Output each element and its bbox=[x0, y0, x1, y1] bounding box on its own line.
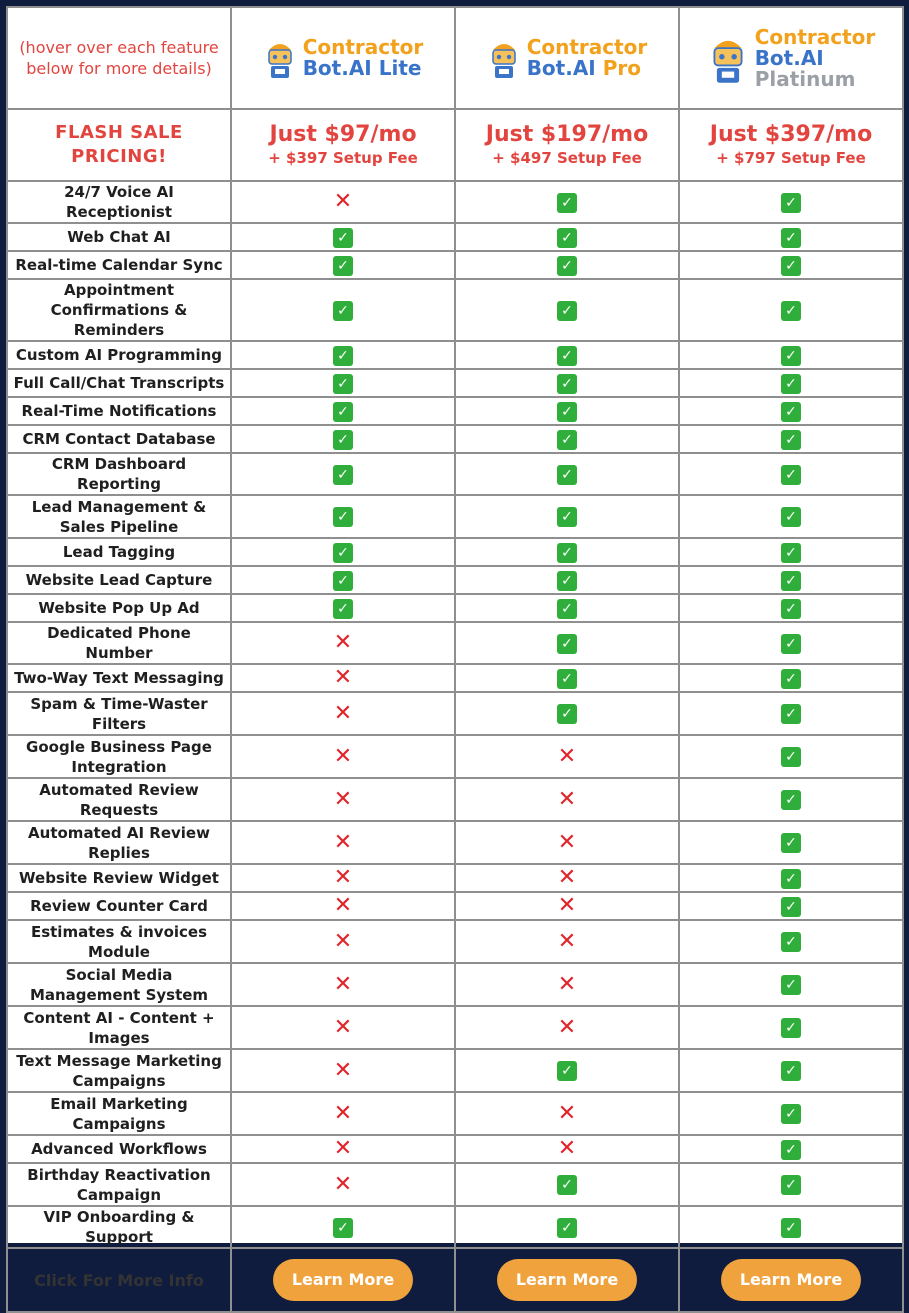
price-cell-pro bbox=[455, 109, 679, 181]
feature-cell-pro bbox=[455, 495, 679, 538]
cross-mark-icon: ✕ bbox=[333, 928, 353, 954]
check-mark-icon: ✓ bbox=[781, 1018, 801, 1038]
check-mark-icon: ✓ bbox=[781, 704, 801, 724]
feature-name[interactable]: Lead Management & Sales Pipeline bbox=[31, 497, 207, 536]
cross-mark-icon: ✕ bbox=[333, 630, 353, 655]
cross-mark-icon: ✕ bbox=[557, 1100, 577, 1126]
feature-row bbox=[7, 622, 903, 664]
feature-cell-pro bbox=[455, 425, 679, 453]
feature-cell-pro bbox=[455, 735, 679, 778]
feature-name[interactable]: Full Call/Chat Transcripts bbox=[13, 374, 225, 392]
feature-cell-pro bbox=[455, 453, 679, 495]
feature-row bbox=[7, 566, 903, 594]
check-mark-icon: ✓ bbox=[333, 374, 353, 394]
feature-name-cell[interactable] bbox=[7, 453, 231, 495]
check-mark-icon: ✓ bbox=[333, 1218, 353, 1238]
cross-mark-icon: ✕ bbox=[333, 829, 353, 855]
feature-row bbox=[7, 538, 903, 566]
feature-cell-platinum bbox=[679, 622, 903, 664]
check-mark-icon: ✓ bbox=[333, 599, 353, 619]
feature-cell-pro bbox=[455, 864, 679, 892]
check-mark-icon: ✓ bbox=[781, 430, 801, 450]
check-mark-icon: ✓ bbox=[781, 1175, 801, 1195]
feature-cell-platinum bbox=[679, 1135, 903, 1163]
feature-name-cell[interactable] bbox=[7, 223, 231, 251]
check-mark-icon: ✓ bbox=[557, 571, 577, 591]
feature-cell-pro bbox=[455, 1135, 679, 1163]
feature-cell-platinum bbox=[679, 341, 903, 369]
feature-cell-lite bbox=[231, 920, 455, 963]
pricing-comparison-frame bbox=[6, 6, 903, 1290]
feature-cell-lite bbox=[231, 223, 455, 251]
check-mark-icon: ✓ bbox=[557, 1218, 577, 1238]
feature-cell-pro bbox=[455, 1092, 679, 1135]
feature-row bbox=[7, 735, 903, 778]
feature-row bbox=[7, 1006, 903, 1049]
feature-cell-pro bbox=[455, 821, 679, 864]
check-mark-icon: ✓ bbox=[557, 599, 577, 619]
feature-row bbox=[7, 821, 903, 864]
setup-fee-pro: + $497 Setup Fee bbox=[492, 149, 642, 167]
feature-cell-pro bbox=[455, 622, 679, 664]
feature-name[interactable]: Custom AI Programming bbox=[15, 346, 223, 364]
pricing-comparison-table bbox=[6, 6, 904, 1313]
check-mark-icon: ✓ bbox=[557, 1061, 577, 1081]
feature-cell-lite bbox=[231, 279, 455, 341]
feature-cell-lite bbox=[231, 821, 455, 864]
feature-cell-lite bbox=[231, 566, 455, 594]
feature-name[interactable]: Spam & Time-Waster Filters bbox=[30, 694, 208, 733]
check-mark-icon: ✓ bbox=[781, 869, 801, 889]
feature-row bbox=[7, 864, 903, 892]
feature-cell-pro bbox=[455, 778, 679, 821]
feature-cell-lite bbox=[231, 1163, 455, 1206]
feature-cell-lite bbox=[231, 538, 455, 566]
robot-mascot-icon bbox=[263, 36, 297, 80]
feature-name-cell[interactable] bbox=[7, 279, 231, 341]
feature-cell-lite bbox=[231, 1092, 455, 1135]
check-mark-icon: ✓ bbox=[781, 975, 801, 995]
check-mark-icon: ✓ bbox=[557, 634, 577, 654]
feature-row bbox=[7, 692, 903, 735]
feature-name-cell[interactable] bbox=[7, 1092, 231, 1135]
learn-more-button-lite[interactable]: Learn More bbox=[273, 1259, 413, 1301]
feature-name-cell[interactable] bbox=[7, 1163, 231, 1206]
check-mark-icon: ✓ bbox=[333, 256, 353, 276]
feature-cell-platinum bbox=[679, 397, 903, 425]
feature-cell-platinum bbox=[679, 1049, 903, 1092]
feature-name-cell[interactable] bbox=[7, 495, 231, 538]
feature-row bbox=[7, 341, 903, 369]
check-mark-icon: ✓ bbox=[333, 507, 353, 527]
feature-cell-pro bbox=[455, 341, 679, 369]
feature-name[interactable]: Two-Way Text Messaging bbox=[14, 669, 224, 687]
feature-cell-lite bbox=[231, 692, 455, 735]
plan-logo-lite: Contractor Bot.AI Lite bbox=[231, 7, 455, 109]
check-mark-icon: ✓ bbox=[557, 507, 577, 527]
cross-mark-icon: ✕ bbox=[333, 189, 353, 214]
feature-name-cell[interactable] bbox=[7, 594, 231, 622]
feature-name[interactable]: Estimates & invoices Module bbox=[30, 922, 208, 961]
feature-name-cell[interactable] bbox=[7, 963, 231, 1006]
check-mark-icon: ✓ bbox=[781, 669, 801, 689]
check-mark-icon: ✓ bbox=[781, 346, 801, 366]
feature-cell-lite bbox=[231, 453, 455, 495]
feature-name-cell[interactable] bbox=[7, 1049, 231, 1092]
cross-mark-icon: ✕ bbox=[333, 1057, 353, 1083]
cross-mark-icon: ✕ bbox=[333, 743, 353, 769]
feature-cell-pro bbox=[455, 1006, 679, 1049]
cross-mark-icon: ✕ bbox=[557, 928, 577, 954]
feature-row bbox=[7, 425, 903, 453]
plan-logo-platinum: Contractor Bot.AI Platinum bbox=[679, 7, 903, 109]
feature-name[interactable]: Web Chat AI bbox=[67, 228, 171, 246]
cross-mark-icon: ✕ bbox=[333, 1014, 353, 1040]
feature-name[interactable]: Website Pop Up Ad bbox=[38, 599, 200, 617]
feature-cell-lite bbox=[231, 251, 455, 279]
feature-name-cell[interactable] bbox=[7, 864, 231, 892]
feature-row bbox=[7, 369, 903, 397]
feature-cell-platinum bbox=[679, 1092, 903, 1135]
feature-name[interactable]: Real-Time Notifications bbox=[21, 402, 217, 420]
feature-cell-lite bbox=[231, 341, 455, 369]
feature-name-cell[interactable] bbox=[7, 821, 231, 864]
feature-name[interactable]: Google Business Page Integration bbox=[26, 737, 212, 776]
check-mark-icon: ✓ bbox=[333, 402, 353, 422]
check-mark-icon: ✓ bbox=[557, 228, 577, 248]
check-mark-icon: ✓ bbox=[557, 402, 577, 422]
feature-name[interactable]: Content AI - Content + Images bbox=[23, 1008, 215, 1047]
feature-cell-pro bbox=[455, 181, 679, 223]
price-platinum: Just $397/mo bbox=[709, 122, 873, 147]
check-mark-icon: ✓ bbox=[557, 704, 577, 724]
feature-row bbox=[7, 223, 903, 251]
cross-mark-icon: ✕ bbox=[557, 865, 577, 890]
feature-name[interactable]: Lead Tagging bbox=[62, 543, 176, 561]
feature-cell-pro bbox=[455, 1163, 679, 1206]
feature-row bbox=[7, 892, 903, 920]
feature-row bbox=[7, 963, 903, 1006]
feature-cell-platinum bbox=[679, 223, 903, 251]
check-mark-icon: ✓ bbox=[781, 374, 801, 394]
hover-hint: (hover over each feature below for more details) bbox=[19, 38, 219, 78]
feature-cell-platinum bbox=[679, 251, 903, 279]
cross-mark-icon: ✕ bbox=[333, 1100, 353, 1126]
feature-cell-pro bbox=[455, 1049, 679, 1092]
feature-name-cell[interactable] bbox=[7, 664, 231, 692]
feature-name[interactable]: Advanced Workflows bbox=[31, 1140, 207, 1158]
cross-mark-icon: ✕ bbox=[333, 893, 353, 918]
check-mark-icon: ✓ bbox=[333, 346, 353, 366]
footer-row bbox=[7, 1248, 903, 1312]
feature-name[interactable]: VIP Onboarding & Support bbox=[43, 1208, 195, 1246]
feature-name[interactable]: CRM Contact Database bbox=[22, 430, 216, 448]
feature-cell-pro bbox=[455, 538, 679, 566]
check-mark-icon: ✓ bbox=[557, 193, 577, 213]
feature-name[interactable]: Dedicated Phone Number bbox=[47, 624, 191, 662]
feature-cell-lite bbox=[231, 963, 455, 1006]
check-mark-icon: ✓ bbox=[781, 1104, 801, 1124]
check-mark-icon: ✓ bbox=[781, 790, 801, 810]
cross-mark-icon: ✕ bbox=[557, 743, 577, 769]
feature-cell-lite bbox=[231, 864, 455, 892]
feature-cell-lite bbox=[231, 1206, 455, 1248]
learn-more-button-pro[interactable]: Learn More bbox=[497, 1259, 637, 1301]
check-mark-icon: ✓ bbox=[781, 228, 801, 248]
feature-cell-platinum bbox=[679, 538, 903, 566]
check-mark-icon: ✓ bbox=[333, 301, 353, 321]
flash-sale-label: FLASH SALE PRICING! bbox=[55, 122, 183, 167]
check-mark-icon: ✓ bbox=[781, 897, 801, 917]
feature-cell-lite bbox=[231, 495, 455, 538]
check-mark-icon: ✓ bbox=[781, 193, 801, 213]
feature-name[interactable]: Social Media Management System bbox=[29, 965, 209, 1004]
feature-cell-pro bbox=[455, 397, 679, 425]
check-mark-icon: ✓ bbox=[333, 543, 353, 563]
check-mark-icon: ✓ bbox=[333, 430, 353, 450]
feature-name-cell[interactable] bbox=[7, 920, 231, 963]
feature-cell-lite bbox=[231, 892, 455, 920]
feature-name-cell[interactable] bbox=[7, 566, 231, 594]
feature-name[interactable]: Text Message Marketing Campaigns bbox=[16, 1051, 222, 1090]
feature-name-cell[interactable] bbox=[7, 692, 231, 735]
feature-cell-platinum bbox=[679, 664, 903, 692]
feature-row bbox=[7, 920, 903, 963]
price-pro: Just $197/mo bbox=[485, 122, 649, 147]
feature-cell-platinum bbox=[679, 1006, 903, 1049]
feature-cell-lite bbox=[231, 622, 455, 664]
feature-cell-platinum bbox=[679, 778, 903, 821]
setup-fee-lite: + $397 Setup Fee bbox=[268, 149, 418, 167]
robot-mascot-icon bbox=[707, 28, 749, 88]
feature-name-cell[interactable] bbox=[7, 1135, 231, 1163]
pricing-row bbox=[7, 109, 903, 181]
feature-row bbox=[7, 594, 903, 622]
hover-hint-cell bbox=[7, 7, 231, 109]
feature-row bbox=[7, 1135, 903, 1163]
feature-cell-platinum bbox=[679, 692, 903, 735]
cross-mark-icon: ✕ bbox=[557, 1136, 577, 1161]
feature-cell-platinum bbox=[679, 369, 903, 397]
feature-row bbox=[7, 397, 903, 425]
feature-name-cell[interactable] bbox=[7, 892, 231, 920]
check-mark-icon: ✓ bbox=[781, 543, 801, 563]
check-mark-icon: ✓ bbox=[781, 1061, 801, 1081]
feature-cell-pro bbox=[455, 664, 679, 692]
price-lite: Just $97/mo bbox=[269, 122, 417, 147]
feature-name[interactable]: Email Marketing Campaigns bbox=[50, 1094, 188, 1133]
feature-name-cell[interactable] bbox=[7, 735, 231, 778]
price-cell-platinum bbox=[679, 109, 903, 181]
feature-cell-lite bbox=[231, 594, 455, 622]
feature-cell-platinum bbox=[679, 495, 903, 538]
check-mark-icon: ✓ bbox=[557, 374, 577, 394]
feature-name[interactable]: CRM Dashboard Reporting bbox=[51, 455, 187, 493]
check-mark-icon: ✓ bbox=[557, 301, 577, 321]
feature-cell-lite bbox=[231, 1135, 455, 1163]
feature-row bbox=[7, 1163, 903, 1206]
feature-name[interactable]: 24/7 Voice AI Receptionist bbox=[64, 183, 174, 221]
price-cell-lite bbox=[231, 109, 455, 181]
check-mark-icon: ✓ bbox=[781, 1140, 801, 1160]
feature-cell-pro bbox=[455, 566, 679, 594]
feature-cell-pro bbox=[455, 692, 679, 735]
feature-cell-lite bbox=[231, 664, 455, 692]
feature-cell-lite bbox=[231, 369, 455, 397]
check-mark-icon: ✓ bbox=[557, 543, 577, 563]
feature-cell-lite bbox=[231, 778, 455, 821]
cross-mark-icon: ✕ bbox=[333, 700, 353, 726]
check-mark-icon: ✓ bbox=[333, 228, 353, 248]
feature-name-cell[interactable] bbox=[7, 622, 231, 664]
feature-row bbox=[7, 495, 903, 538]
robot-mascot-icon bbox=[487, 36, 521, 80]
feature-name[interactable]: Website Review Widget bbox=[19, 869, 219, 887]
feature-name[interactable]: Review Counter Card bbox=[30, 897, 208, 915]
setup-fee-platinum: + $797 Setup Fee bbox=[716, 149, 866, 167]
cross-mark-icon: ✕ bbox=[333, 665, 353, 690]
feature-cell-platinum bbox=[679, 892, 903, 920]
feature-cell-platinum bbox=[679, 963, 903, 1006]
feature-row bbox=[7, 1049, 903, 1092]
feature-cell-pro bbox=[455, 369, 679, 397]
feature-cell-lite bbox=[231, 397, 455, 425]
check-mark-icon: ✓ bbox=[557, 1175, 577, 1195]
feature-row bbox=[7, 1092, 903, 1135]
feature-row bbox=[7, 279, 903, 341]
cross-mark-icon: ✕ bbox=[333, 971, 353, 997]
feature-name-cell[interactable] bbox=[7, 1006, 231, 1049]
feature-cell-platinum bbox=[679, 594, 903, 622]
feature-name-cell[interactable] bbox=[7, 778, 231, 821]
feature-cell-pro bbox=[455, 223, 679, 251]
feature-cell-platinum bbox=[679, 735, 903, 778]
feature-row bbox=[7, 251, 903, 279]
check-mark-icon: ✓ bbox=[557, 465, 577, 485]
feature-cell-lite bbox=[231, 1049, 455, 1092]
feature-name[interactable]: Appointment Confirmations & Reminders bbox=[50, 281, 188, 339]
feature-name-cell[interactable] bbox=[7, 538, 231, 566]
check-mark-icon: ✓ bbox=[781, 833, 801, 853]
feature-row bbox=[7, 1206, 903, 1248]
cross-mark-icon: ✕ bbox=[333, 1136, 353, 1161]
feature-name-cell[interactable] bbox=[7, 251, 231, 279]
feature-row bbox=[7, 181, 903, 223]
feature-cell-lite bbox=[231, 181, 455, 223]
feature-name-cell[interactable] bbox=[7, 425, 231, 453]
feature-cell-pro bbox=[455, 920, 679, 963]
more-info-label: Click For More Info bbox=[34, 1270, 204, 1290]
feature-name-cell[interactable] bbox=[7, 341, 231, 369]
check-mark-icon: ✓ bbox=[781, 747, 801, 767]
feature-cell-platinum bbox=[679, 920, 903, 963]
cross-mark-icon: ✕ bbox=[557, 893, 577, 918]
feature-row bbox=[7, 778, 903, 821]
check-mark-icon: ✓ bbox=[557, 430, 577, 450]
feature-name[interactable]: Automated AI Review Replies bbox=[28, 823, 210, 862]
feature-name[interactable]: Website Lead Capture bbox=[25, 571, 213, 589]
feature-name-cell[interactable] bbox=[7, 1206, 231, 1248]
feature-cell-pro bbox=[455, 963, 679, 1006]
feature-cell-platinum bbox=[679, 1206, 903, 1248]
feature-cell-lite bbox=[231, 1006, 455, 1049]
header-row bbox=[7, 7, 903, 109]
plan-logo-pro: Contractor Bot.AI Pro bbox=[455, 7, 679, 109]
check-mark-icon: ✓ bbox=[781, 465, 801, 485]
feature-name[interactable]: Real-time Calendar Sync bbox=[15, 256, 223, 274]
learn-more-button-platinum[interactable]: Learn More bbox=[721, 1259, 861, 1301]
check-mark-icon: ✓ bbox=[781, 1218, 801, 1238]
feature-name-cell[interactable] bbox=[7, 181, 231, 223]
feature-cell-pro bbox=[455, 279, 679, 341]
check-mark-icon: ✓ bbox=[781, 256, 801, 276]
feature-cell-pro bbox=[455, 251, 679, 279]
feature-name[interactable]: Automated Review Requests bbox=[39, 780, 199, 819]
check-mark-icon: ✓ bbox=[781, 571, 801, 591]
feature-cell-lite bbox=[231, 425, 455, 453]
cross-mark-icon: ✕ bbox=[557, 971, 577, 997]
feature-cell-platinum bbox=[679, 566, 903, 594]
check-mark-icon: ✓ bbox=[781, 301, 801, 321]
feature-cell-platinum bbox=[679, 821, 903, 864]
feature-cell-platinum bbox=[679, 425, 903, 453]
check-mark-icon: ✓ bbox=[781, 599, 801, 619]
feature-cell-platinum bbox=[679, 453, 903, 495]
check-mark-icon: ✓ bbox=[333, 571, 353, 591]
cross-mark-icon: ✕ bbox=[557, 1014, 577, 1040]
check-mark-icon: ✓ bbox=[557, 256, 577, 276]
cross-mark-icon: ✕ bbox=[557, 786, 577, 812]
cross-mark-icon: ✕ bbox=[333, 865, 353, 890]
feature-cell-platinum bbox=[679, 1163, 903, 1206]
check-mark-icon: ✓ bbox=[781, 507, 801, 527]
cross-mark-icon: ✕ bbox=[557, 829, 577, 855]
check-mark-icon: ✓ bbox=[557, 346, 577, 366]
check-mark-icon: ✓ bbox=[781, 932, 801, 952]
check-mark-icon: ✓ bbox=[557, 669, 577, 689]
check-mark-icon: ✓ bbox=[333, 465, 353, 485]
check-mark-icon: ✓ bbox=[781, 402, 801, 422]
feature-row bbox=[7, 664, 903, 692]
flash-sale-cell bbox=[7, 109, 231, 181]
feature-cell-platinum bbox=[679, 864, 903, 892]
feature-cell-pro bbox=[455, 892, 679, 920]
feature-cell-platinum bbox=[679, 279, 903, 341]
cross-mark-icon: ✕ bbox=[333, 1171, 353, 1197]
feature-cell-lite bbox=[231, 735, 455, 778]
feature-row bbox=[7, 453, 903, 495]
feature-cell-pro bbox=[455, 594, 679, 622]
feature-cell-platinum bbox=[679, 181, 903, 223]
check-mark-icon: ✓ bbox=[781, 634, 801, 654]
feature-name[interactable]: Birthday Reactivation Campaign bbox=[27, 1165, 211, 1204]
footer-label-cell bbox=[7, 1248, 231, 1312]
feature-cell-pro bbox=[455, 1206, 679, 1248]
feature-name-cell[interactable] bbox=[7, 397, 231, 425]
feature-name-cell[interactable] bbox=[7, 369, 231, 397]
cross-mark-icon: ✕ bbox=[333, 786, 353, 812]
